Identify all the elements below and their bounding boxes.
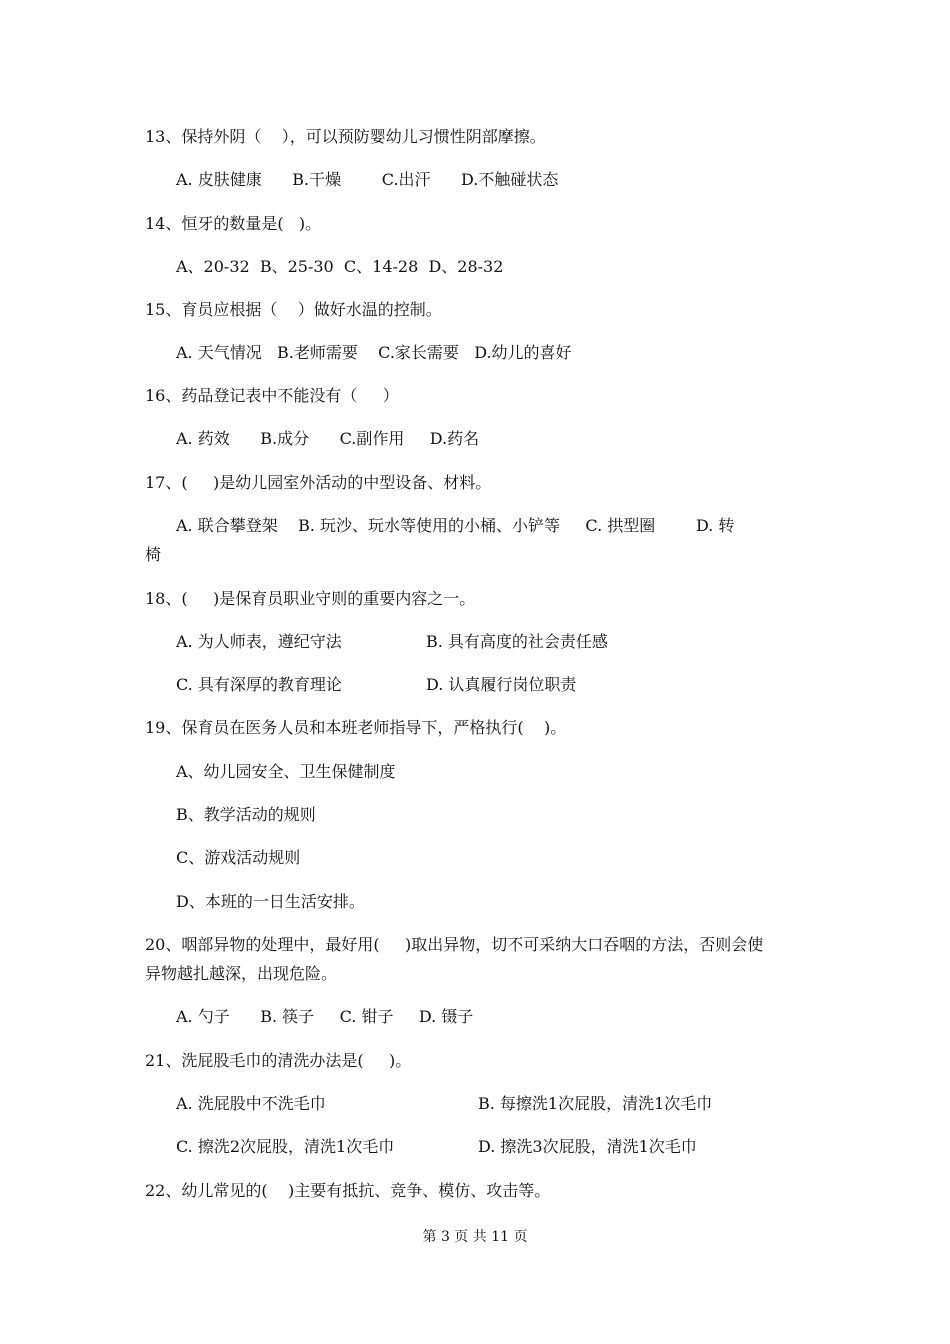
question-14: 14、恒牙的数量是( )。 [145,214,322,233]
question-20-options: A. 勺子 B. 筷子 C. 钳子 D. 镊子 [176,1007,474,1026]
question-15-options: A. 天气情况 B.老师需要 C.家长需要 D.幼儿的喜好 [176,343,572,362]
question-16-options: A. 药效 B.成分 C.副作用 D.药名 [176,429,480,448]
question-13-options: A. 皮肤健康 B.干燥 C.出汗 D.不触碰状态 [176,170,559,189]
question-18-option-a: A. 为人师表，遵纪守法 [176,632,342,651]
question-19-option-a: A、幼儿园安全、卫生保健制度 [176,762,396,781]
question-17-options: A. 联合攀登架 B. 玩沙、玩水等使用的小桶、小铲等 C. 拱型圈 D. 转 [176,516,735,535]
question-21: 21、洗屁股毛巾的清洗办法是( )。 [145,1051,412,1070]
question-21-option-c: C. 擦洗2次屁股，清洗1次毛巾 [176,1137,395,1156]
question-21-option-b: B. 每擦洗1次屁股，清洗1次毛巾 [478,1094,713,1113]
question-21-option-d: D. 擦洗3次屁股，清洗1次毛巾 [478,1137,697,1156]
question-17-options-continued: 椅 [145,545,162,564]
question-14-options: A、20-32 B、25-30 C、14-28 D、28-32 [176,257,504,276]
question-22: 22、幼儿常见的( )主要有抵抗、竞争、模仿、攻击等。 [145,1181,551,1200]
question-16: 16、药品登记表中不能没有（ ） [145,386,399,405]
question-19-option-b: B、教学活动的规则 [176,805,316,824]
page-footer: 第 3 页 共 11 页 [422,1229,528,1245]
question-20: 20、咽部异物的处理中，最好用( )取出异物，切不可采纳大口吞咽的方法，否则会使 [145,935,764,954]
question-17: 17、( )是幼儿园室外活动的中型设备、材料。 [145,473,492,492]
question-18: 18、( )是保育员职业守则的重要内容之一。 [145,589,476,608]
question-19-option-c: C、游戏活动规则 [176,848,301,867]
question-19: 19、保育员在医务人员和本班老师指导下，严格执行( )。 [145,718,567,737]
question-15: 15、育员应根据（ ）做好水温的控制。 [145,300,442,319]
question-19-option-d: D、本班的一日生活安排。 [176,892,365,911]
question-18-option-c: C. 具有深厚的教育理论 [176,675,342,694]
question-18-option-b: B. 具有高度的社会责任感 [426,632,608,651]
question-13: 13、保持外阴（ ），可以预防婴幼儿习惯性阴部摩擦。 [145,127,546,146]
question-21-option-a: A. 洗屁股中不洗毛巾 [176,1094,326,1113]
question-18-option-d: D. 认真履行岗位职责 [426,675,577,694]
question-20-continued: 异物越扎越深，出现危险。 [145,964,338,983]
